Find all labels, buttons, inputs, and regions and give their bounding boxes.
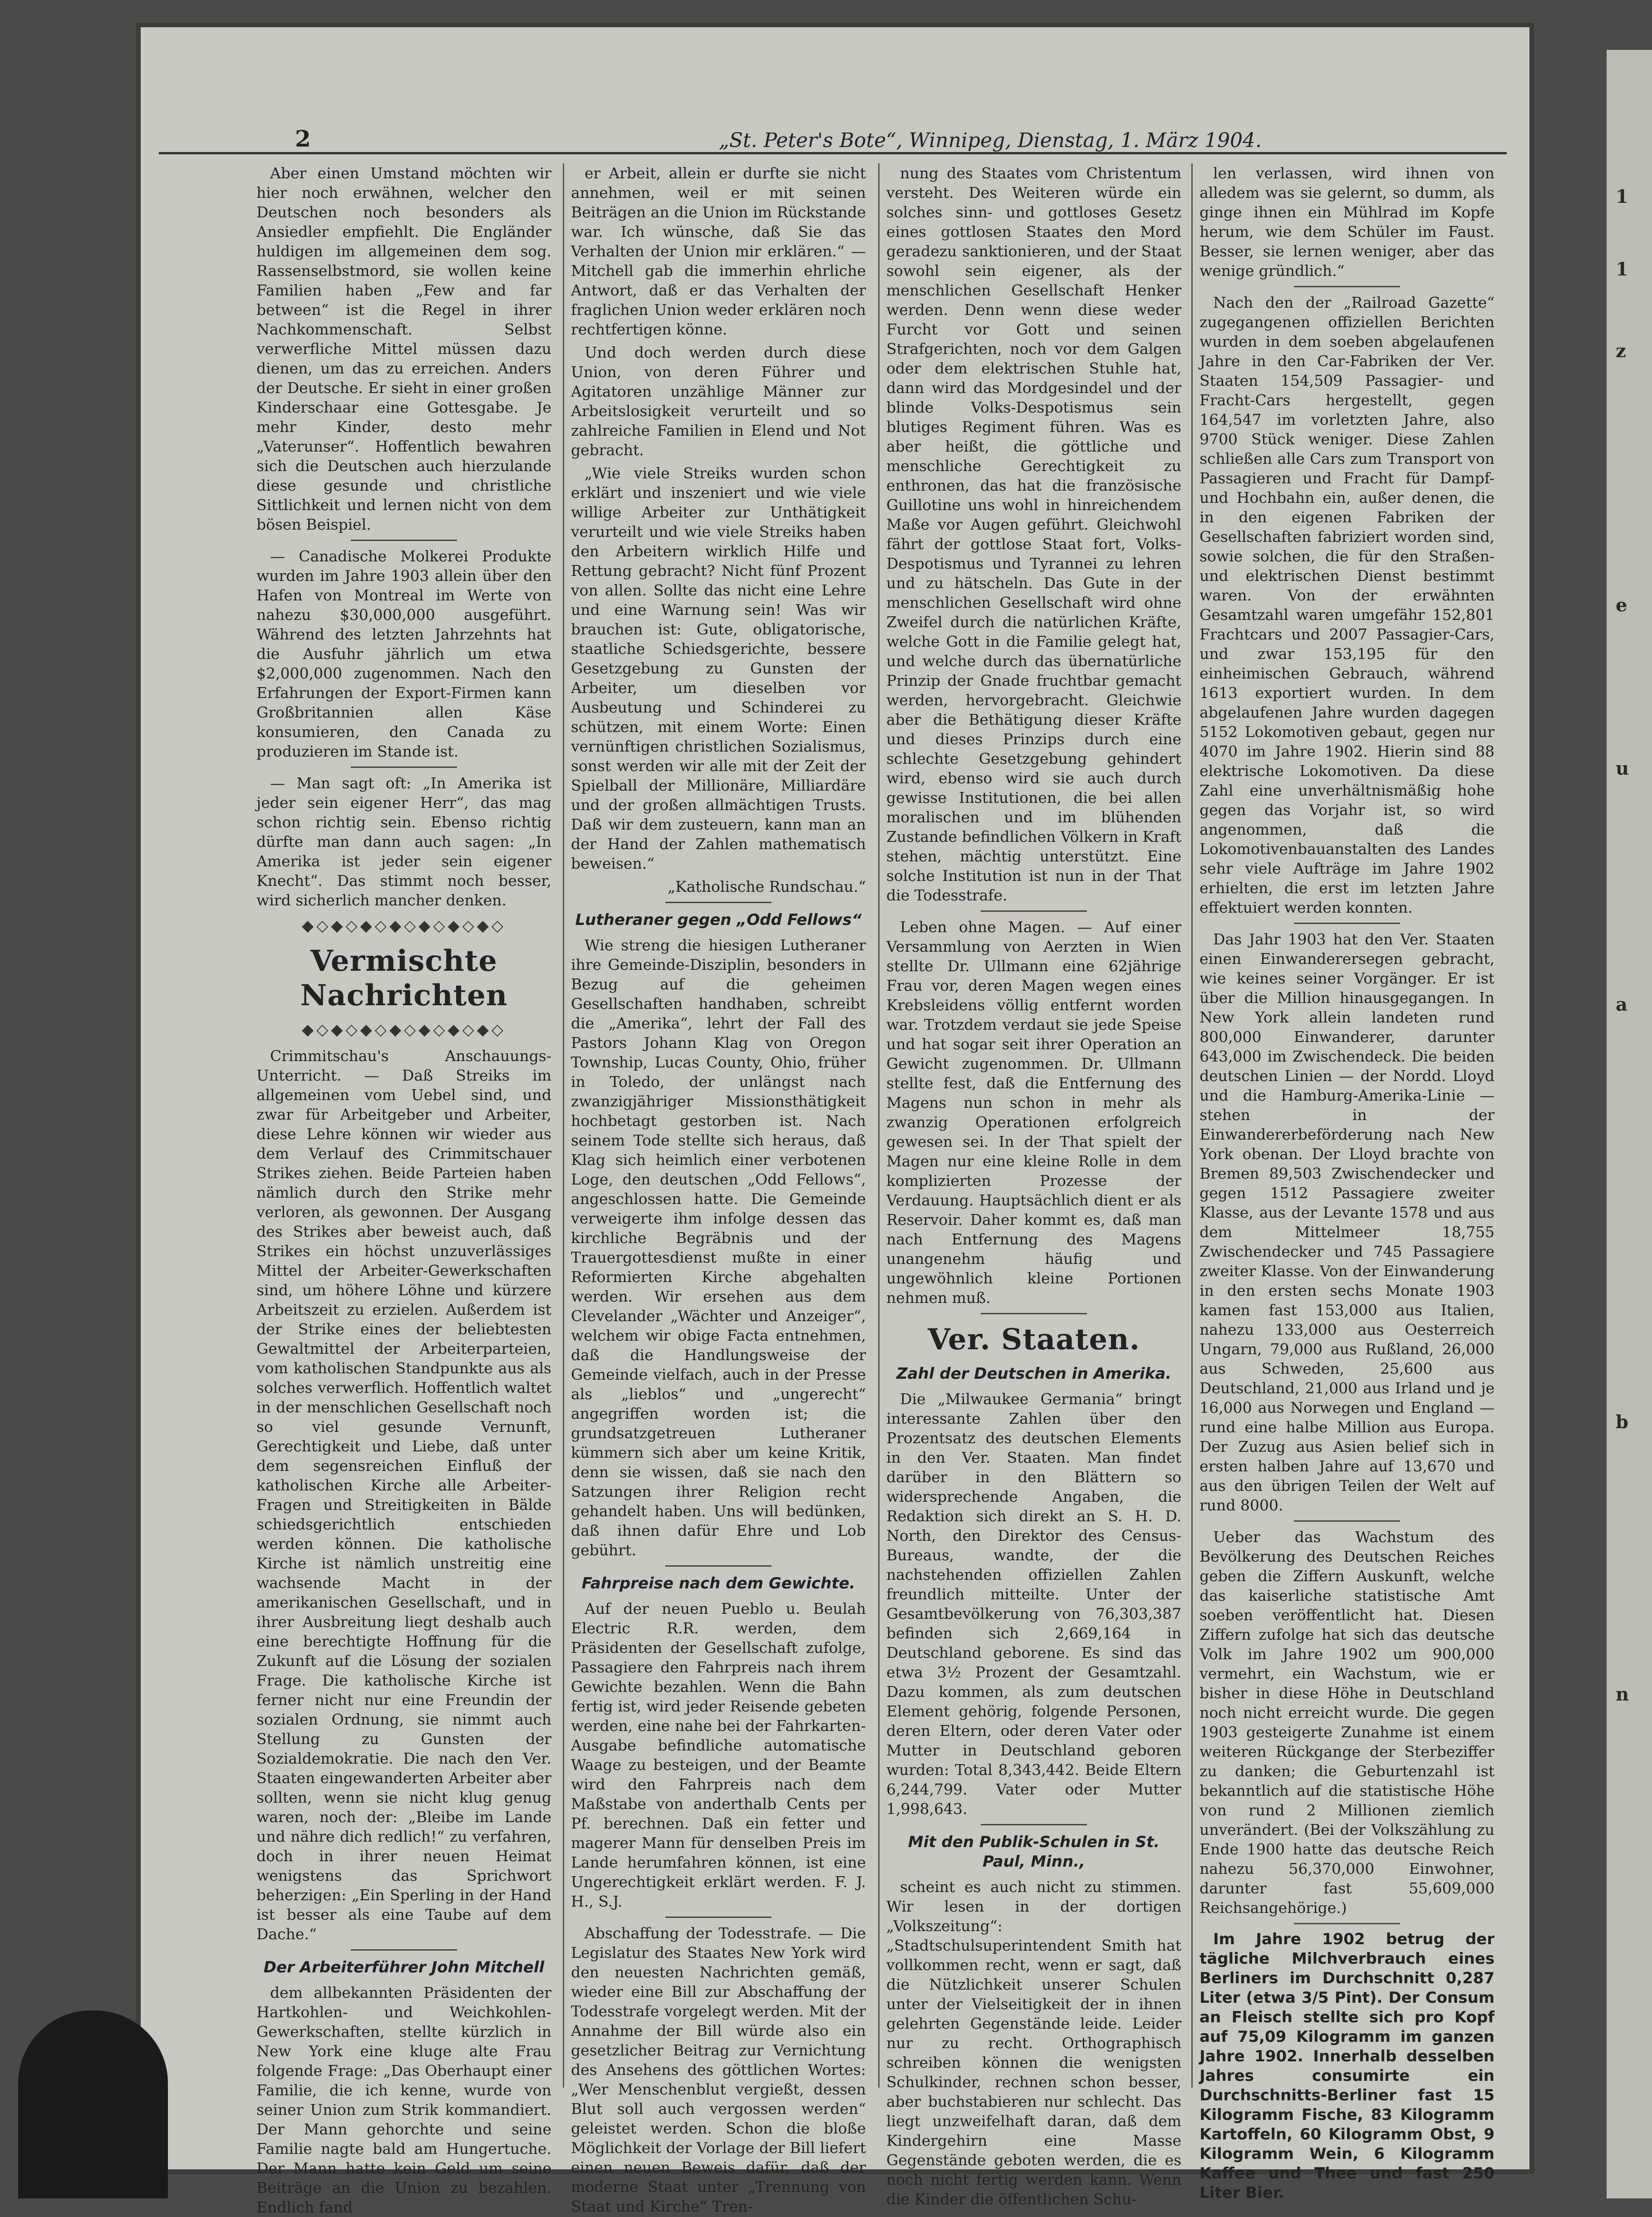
separator xyxy=(665,1917,772,1918)
separator xyxy=(351,1949,457,1951)
article-paragraph: Crimmitschau's Anschauungs-Unterricht. — Daß Streiks im allgemeinen vom Uebel sind, und zwar für Arbeitgeber und Arbeiter, diese Lehre können wir wieder aus dem Verlauf des Crimmitschauer Strikes ziehen. Beide Parteien haben nämlich durch den Strike mehr verloren, als gewonnen. Der Ausgang des Strikes aber beweist auch, daß Strikes ein höchst unzuverlässiges Mittel der Arbeiter-Gewerkschaften sind, um höhere Löhne und kürzere Arbeitszeit zu erzielen. Außerdem ist der Strike eines der beliebtesten Gewaltmittel der Arbeiterparteien, vom katholischen Standpunkte aus als solches verwerflich. Hoffentlich waltet in der menschlichen Gesellschaft noch so viel gesunde Vernunft, Gerechtigkeit und Liebe, daß unter dem segensreichen Einfluß der katholischen Kirche alle Arbeiter-Fragen und Streitigkeiten in Bälde schiedsgerichtlich entschieden werden können. Die katholische Kirche ist nämlich unstreitig eine wachsende Macht in der amerikanischen Gesellschaft, und in ihrer Ausbreitung liegt deshalb auch eine berechtigte Hoffnung für die Zukunft auf die Lösung der sozialen Frage. Die katholische Kirche ist ferner nicht nur eine Freundin der sozialen Ordnung, sie nimmt auch Stellung zu Gunsten der Sozialdemokratie. Die nach den Ver. Staaten eingewanderten Arbeiter aber sollten, wenn sie nicht klug genug waren, noch der: „Bleibe im Lande und nähre dich redlich!“ zu verfahren, doch in ihrer neuen Heimat wenigstens das Sprichwort beherzigen: „Ein Sperling in der Hand ist besser als eine Taube auf dem Dache.“ xyxy=(256,1047,551,1943)
article-paragraph: nung des Staates vom Christentum versteht. Des Weiteren würde ein solches sinn- und gottloses Gesetz eines gottlosen Staates den Mord geradezu sanktionieren, und der Staat sowohl sein eigener, als der menschlichen Gesellschaft Henker werden. Denn wenn diese weder Furcht vor Gott und seinen Strafgerichten, noch vor dem Galgen oder dem elektrischen Stuhle hat, dann wird das Mordgesindel und der blinde Volks-Despotismus sein blutiges Regiment führen. Was es aber heißt, die göttliche und menschliche Gerechtigkeit zu enthronen, das hat die französische Guillotine uns wohl in hinreichendem Maße vor Augen geführt. Gleichwohl fährt der gottlose Staat fort, Volks-Despotismus und Tyrannei zu lehren und zu hätscheln. Das Gute in der menschlichen Gesellschaft wird ohne Zweifel durch die natürlichen Kräfte, welche Gott in die Familie gelegt hat, und welche durch das übernatürliche Prinzip der Gnade fruchtbar gemacht werden, hervorgebracht. Gleichwie aber die Bethätigung dieser Kräfte und dieses Prinzips durch eine schlechte Gesetzgebung gehindert wird, ebenso wird sie auch durch gewisse Institutionen, die bei allen moralischen und im blühenden Zustande befindlichen Völkern in Kraft stehen, mächtig unterstützt. Eine solche Institution ist nun in der That die Todesstrafe. xyxy=(886,164,1181,904)
adjacent-page-fragment: e xyxy=(1616,595,1627,616)
article-paragraph: Auf der neuen Pueblo u. Beulah Electric R.R. werden, dem Präsidenten der Gesellschaft zufolge, Passagiere den Fahrpreis nach ihrem Gewichte bezahlen. Wenn die Bahn fertig ist, wird jeder Reisende gebeten werden, eine nahe bei der Fahrkarten-Ausgabe befindliche automatische Waage zu besteigen, und der Beamte wird den Fahrpreis nach dem Maßstabe von anderthalb Cents per Pf. berechnen. Daß ein fetter und magerer Mann für denselben Preis im Lande herumfahren können, ist eine Ungerechtigkeit erklärt werden. F. J. H., S.J. xyxy=(571,1600,866,1910)
separator xyxy=(981,1824,1087,1825)
ornament-divider: ◆◇◆◇◆◇◆◇◆◇◆◇◆◇ xyxy=(301,917,506,935)
column-rule xyxy=(878,163,880,2088)
article-paragraph: scheint es auch nicht zu stimmen. Wir lesen in der dortigen „Volkszeitung“: „Stadtschulsuperintendent Smith hat vollkommen recht, wenn er sagt, daß die Nützlichkeit unserer Schulen unter der Vielseitigkeit der in ihnen gelehrten Gegenstände leide. Leider nur zu recht. Orthographisch schreiben können die wenigsten Schulkinder, rechnen schon besser, aber buchstabieren nur schlecht. Das liegt unzweifelhaft daran, daß dem Kindergehirn eine Masse Gegenstände geboten werden, die es noch nicht fertig werden kann. Wenn die Kinder die öffentlichen Schu- xyxy=(886,1878,1181,2208)
article-paragraph: — Canadische Molkerei Produkte wurden im Jahre 1903 allein über den Hafen von Montreal im Werte von nahezu $30,000,000 ausgeführt. Während des letzten Jahrzehnts hat die Ausfuhr jährlich um etwa $2,000,000 zugenommen. Nach den Erfahrungen der Export-Firmen kann Großbritannien allen Käse konsumieren, den Canada zu produzieren im Stande ist. xyxy=(256,547,551,760)
scanner-thumb-shadow xyxy=(18,2011,168,2198)
article-paragraph: Ueber das Wachstum des Bevölkerung des Deutschen Reiches geben die Ziffern Auskunft, welche das kaiserliche statistische Amt soeben veröffentlicht hat. Diesen Ziffern zufolge hat sich das deutsche Volk im Jahre 1902 um 900,000 vermehrt, ein Wachstum, wie er bisher in diese Höhe in Deutschland noch nicht erreicht wurde. Die gegen 1903 gesteigerte Zunahme ist einem weiteren Rückgange der Sterbeziffer zu danken; die Geburtenzahl ist bekanntlich auf die statistische Höhe von rund 2 Millionen ziemlich unverändert. (Bei der Volkszählung zu Ende 1900 hatte das deutsche Reich nahezu 56,370,000 Einwohner, darunter fast 55,609,000 Reichsangehörige.) xyxy=(1200,1528,1495,1917)
separator xyxy=(351,540,457,541)
article-paragraph: Aber einen Umstand möchten wir hier noch erwähnen, welcher den Deutschen noch besonders als Ansiedler empfiehlt. Die Engländer huldigen im allgemeinen dem sog. Rassenselbstmord, sie wollen keine Familien haben „Few and far between“ ist die Regel in ihrer Nachkommenschaft. Selbst verwerfliche Mittel müssen dazu dienen, um das zu erreichen. Anders der Deutsche. Er sieht in einer großen Kinderschaar eine Gottesgabe. Je mehr Kinder, desto mehr „Vaterunser“. Hoffentlich bewahren sich die Deutschen auch hierzulande diese gesunde und christliche Sittlichkeit und lernen nicht von dem bösen Beispiel. xyxy=(256,164,551,533)
article-paragraph: Im Jahre 1902 betrug der tägliche Milchverbrauch eines Berliners im Durchschnitt 0,287 Liter (etwa 3/5 Pint). Der Consum an Fleisch stellte sich pro Kopf auf 75,09 Kilogramm im ganzen Jahre 1902. Innerhalb desselben Jahres consumirte ein Durchschnitts-Berliner fast 15 Kilogramm Fische, 83 Kilogramm Kartoffeln, 60 Kilogramm Obst, 9 Kilogramm Wein, 6 Kilogramm Kaffee und Thee und fast 250 Liter Bier. xyxy=(1200,1930,1495,2202)
page-header xyxy=(159,116,1507,154)
article-paragraph: dem allbekannten Präsidenten der Hartkohlen- und Weichkohlen-Gewerkschaften, stellte kürzlich in New York eine kluge alte Frau folgende Frage: „Das Oberhaupt einer Familie, die ich kenne, wurde von seiner Union zum Strik kommandiert. Der Mann gehorchte und seine Familie nagte bald am Hungertuche. Der Mann hatte kein Geld um seine Beiträge an die Union zu bezahlen. Endlich fand xyxy=(256,1984,551,2216)
adjacent-page-fragment: 1 xyxy=(1616,186,1628,207)
separator xyxy=(981,1313,1087,1314)
adjacent-page-fragment: a xyxy=(1616,994,1627,1015)
article-source: „Katholische Rundschau.“ xyxy=(667,878,866,895)
page-number: 2 xyxy=(295,125,311,152)
column-rule xyxy=(1191,163,1193,2088)
article-paragraph: „Wie viele Streiks wurden schon erklärt und inszeniert und wie viele willige Arbeiter zur Unthätigkeit verurteilt und wie viele Streiks haben den Arbeitern wirklich Hilfe und Rettung gebracht? Nicht fünf Prozent von allen. Sollte das nicht eine Lehre und eine Warnung sein! Was wir brauchen ist: Gute, obligatorische, staatliche Schiedsgerichte, bessere Gesetzgebung zu Gunsten der Arbeiter, um dieselben vor Ausbeutung und Schinderei zu schützen, mit einem Worte: Einen vernünftigen christlichen Sozialismus, sonst werden wir alle mit der Zeit der Spielball der Millionäre, Milliardäre und der großen allmächtigen Trusts. Daß wir dem zusteuern, kann man an der Hand der Zahlen mathematisch beweisen.“ xyxy=(571,464,866,872)
article-paragraph: Leben ohne Magen. — Auf einer Versammlung von Aerzten in Wien stellte Dr. Ullmann eine 62jährige Frau vor, deren Magen wegen eines Krebsleidens völlig entfernt worden war. Trotzdem verdaut sie jede Speise und hat sogar seit ihrer Operation an Gewicht zugenommen. Dr. Ullmann stellte fest, daß die Entfernung des Magens nun schon in mehr als zwanzig Operationen erfolgreich gewesen sei. In der That spielt der Magen nur eine kleine Rolle in dem komplizierten Prozesse der Verdauung. Hauptsächlich dient er als Reservoir. Daher kommt es, daß man nach Entfernung des Magens unangenehm häufig und ungewöhnlich kleine Portionen nehmen muß. xyxy=(886,918,1181,1307)
article-heading: Lutheraner gegen „Odd Fellows“ xyxy=(575,911,862,929)
section-heading: Ver. Staaten. xyxy=(928,1322,1140,1357)
separator xyxy=(351,767,457,768)
article-heading: Zahl der Deutschen in Amerika. xyxy=(896,1365,1172,1383)
separator xyxy=(1294,286,1400,287)
column-3 xyxy=(886,163,1181,2208)
article-paragraph: Wie streng die hiesigen Lutheraner ihre Gemeinde-Disziplin, besonders in Bezug auf die geheimen Gesellschaften handhaben, schreibt die „Amerika“, lehrt der Fall des Pastors Johann Klag von Oregon Township, Lucas County, Ohio, früher in Toledo, der unlängst nach zwanzigjähriger Missionsthätigkeit hochbetagt gestorben ist. Nach seinem Tode stellte sich heraus, daß Klag sich heimlich einer verbotenen Loge, den deutschen „Odd Fellows“, angeschlossen hatte. Die Gemeinde verweigerte ihm infolge dessen das kirchliche Begräbnis und der Trauergottesdienst mußte in einer Reformierten Kirche abgehalten werden. Wir ersehen aus dem Clevelander „Wächter und Anzeiger“, welchem wir obige Facta entnehmen, daß die Handlungsweise der Gemeinde vielfach, auch in der Presse als „lieblos“ und „ungerecht“ angegriffen worden ist; die grundsatzgetreuen Lutheraner kümmern sich aber um keine Kritik, denn sie wissen, daß sie nach den Satzungen ihrer Religion recht gehandelt haben. Uns will bedünken, daß ihnen dafür Ehre und Lob gebührt. xyxy=(571,936,866,1559)
separator xyxy=(1294,1923,1400,1924)
separator xyxy=(665,1565,772,1567)
article-paragraph: Nach den der „Railroad Gazette“ zugegangenen offiziellen Berichten wurden in dem soeben abgelaufenen Jahre in den Car-Fabriken der Ver. Staaten 154,509 Passagier- und Fracht-Cars hergestellt, gegen 164,547 im vorletzten Jahre, also 9700 Stück weniger. Diese Zahlen schließen alle Cars zum Transport von Passagieren und Fracht für Dampf- und Hochbahn ein, außer denen, die in den eigenen Fabriken der Gesellschaften fabriziert worden sind, sowie solchen, die für den Straßen- und elektrischen Dienst bestimmt waren. Von der erwähnten Gesamtzahl waren umgefähr 152,801 Frachtcars und 2007 Passagier-Cars, und zwar 153,195 für den einheimischen Gebrauch, während 1613 exportiert wurden. In dem abgelaufenen Jahre wurden dagegen 5152 Lokomotiven gebaut, gegen nur 4070 im Jahre 1902. Hierin sind 88 elektrische Lokomotiven. Da diese Zahl eine unverhältnismäßig hohe gegen das Vorjahr ist, so wird angenommen, daß die Lokomotivenbauanstalten des Landes sehr viele Aufträge im Jahre 1902 erhielten, die erst im letzten Jahre effektuiert werden konnten. xyxy=(1200,294,1495,916)
adjacent-page-edge xyxy=(1607,50,1652,2198)
separator xyxy=(1294,923,1400,924)
separator xyxy=(1294,1520,1400,1522)
ornament-divider: ◆◇◆◇◆◇◆◇◆◇◆◇◆◇ xyxy=(301,1021,506,1039)
adjacent-page-fragment: z xyxy=(1616,340,1626,362)
article-heading: Fahrpreise nach dem Gewichte. xyxy=(581,1574,856,1593)
column-1 xyxy=(256,163,551,2216)
masthead-line: „St. Peter's Bote“, Winnipeg, Dienstag, 1. März 1904. xyxy=(718,129,1262,152)
adjacent-page-fragment: b xyxy=(1616,1411,1628,1433)
column-2 xyxy=(571,163,866,2215)
bold-notice xyxy=(1200,1930,1495,2203)
article-heading: Mit den Publik-Schulen in St. Paul, Minn., xyxy=(908,1833,1160,1871)
article-heading: Der Arbeiterführer John Mitchell xyxy=(263,1958,545,1976)
article-paragraph: Das Jahr 1903 hat den Ver. Staaten einen Einwanderersegen gebracht, wie keines seiner Vorgänger. Er ist über die Million hinausgegangen. In New York allein landeten rund 800,000 Einwanderer, darunter 643,000 im Zwischendeck. Die beiden deutschen Linien — der Nordd. Lloyd und die Hamburg-Amerika-Linie — stehen in der Einwandererbeförderung nach New York obenan. Der Lloyd brachte von Bremen 89,503 Zwischendecker und gegen 1512 Passagiere zweiter Klasse, aus der Levante 1578 und aus dem Mittelmeer 18,755 Zwischendecker und 745 Passagiere zweiter Klasse. Von der Einwanderung in den ersten sechs Monate 1903 kamen fast 153,000 aus Italien, nahezu 133,000 aus Oesterreich Ungarn, 79,000 aus Rußland, 26,000 aus Schweden, 25,600 aus Deutschland, 21,000 aus Irland und je 16,000 aus Norwegen und England — rund eine halbe Million aus Europa. Der Zuzug aus Asien belief sich in ersten halben Jahre auf 13,670 und aus den übrigen Teilen der Welt auf rund 8000. xyxy=(1200,930,1495,1514)
article-paragraph: len verlassen, wird ihnen von alledem was sie gelernt, so dumm, als ginge ihnen ein Mühlrad im Kopfe herum, wie dem Schüler im Faust. Besser, sie lernen weniger, aber das wenige gründlich.“ xyxy=(1200,164,1495,280)
article-paragraph: er Arbeit, allein er durfte sie nicht annehmen, weil er mit seinen Beiträgen an die Union im Rückstande war. Ich wünsche, daß Sie das Verhalten der Union mir erklären.“ — Mitchell gab die immerhin ehrliche Antwort, daß er das Verhalten der fraglichen Union weder erklären noch rechtfertigen könne. xyxy=(571,164,866,338)
column-4 xyxy=(1200,163,1495,2202)
article-paragraph: — Man sagt oft: „In Amerika ist jeder sein eigener Herr“, das mag schon richtig sein. Ebenso richtig dürfte man dann auch sagen: „In Amerika ist jeder sein eigener Knecht“. Das stimmt noch besser, wird sicherlich mancher denken. xyxy=(256,774,551,909)
adjacent-page-fragment: 1 xyxy=(1616,259,1628,280)
separator xyxy=(665,902,772,903)
separator xyxy=(981,910,1087,912)
adjacent-page-fragment: u xyxy=(1616,758,1629,779)
section-heading: Vermischte Nachrichten xyxy=(300,944,508,1013)
article-paragraph: Die „Milwaukee Germania“ bringt interessante Zahlen über den Prozentsatz des deutschen Elements in den Ver. Staaten. Man findet darüber in den Blättern so widersprechende Angaben, die Redaktion sich direkt an S. H. D. North, den Direktor des Census-Bureaus, wandte, der die nachstehenden offiziellen Zahlen freundlich mitteilte. Unter der Gesamtbevölkerung von 76,303,387 befinden sich 2,669,164 in Deutschland geborene. Es sind das etwa 3½ Prozent der Gesamtzahl. Dazu kommen, als zum deutschen Element gehörig, folgende Personen, deren Eltern, oder deren Vater oder Mutter in Deutschland geboren wurden: Total 8,343,442. Beide Eltern 6,244,799. Vater oder Mutter 1,998,643. xyxy=(886,1390,1181,1818)
column-rule xyxy=(563,163,564,2088)
article-paragraph: Und doch werden durch diese Union, von deren Führer und Agitatoren unzählige Männer zur Arbeitslosigkeit verurteilt und so zahlreiche Familien in Elend und Not gebracht. xyxy=(571,344,866,459)
adjacent-page-fragment: n xyxy=(1616,1684,1629,1705)
article-paragraph: Abschaffung der Todesstrafe. — Die Legislatur des Staates New York wird den neuesten Nachrichten gemäß, wieder eine Bill zur Abschaffung der Todesstrafe vorgelegt werden. Mit der Annahme der Bill würde also ein gesetzlicher Beitrag zur Vernichtung des Ansehens des göttlichen Wortes: „Wer Menschenblut vergießt, dessen Blut soll auch vergossen werden“ geleistet werden. Schon die bloße Möglichkeit der Vorlage der Bill liefert einen neuen Beweis dafür, daß der moderne Staat unter „Trennung von Staat und Kirche“ Tren- xyxy=(571,1924,866,2215)
